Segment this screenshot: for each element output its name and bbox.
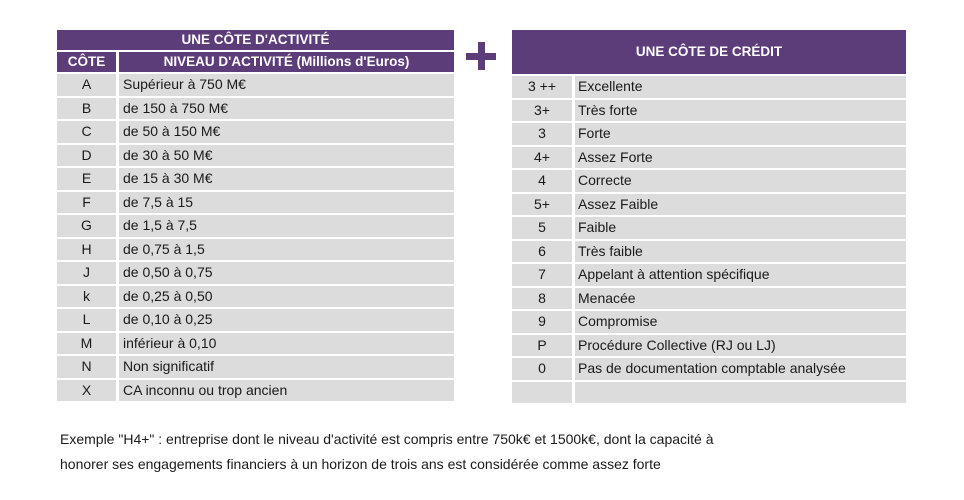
table-row bbox=[57, 145, 454, 167]
table-row bbox=[512, 241, 906, 263]
activity-level-cell: de 7,5 à 15 bbox=[119, 192, 454, 214]
activity-rating-table bbox=[57, 28, 454, 403]
table-row bbox=[512, 170, 906, 192]
credit-code-cell: 3 ++ bbox=[512, 76, 575, 98]
credit-code-cell: 7 bbox=[512, 264, 575, 286]
credit-label-cell bbox=[575, 382, 906, 404]
activity-level-cell: de 0,10 à 0,25 bbox=[119, 309, 454, 331]
activity-cote-cell: C bbox=[57, 121, 119, 143]
table-row bbox=[57, 380, 454, 402]
table-row bbox=[512, 358, 906, 380]
credit-code-cell: P bbox=[512, 335, 575, 357]
column-header-cote: CÔTE bbox=[57, 52, 119, 72]
activity-table-header-row bbox=[57, 52, 454, 72]
activity-level-cell: Non significatif bbox=[119, 356, 454, 378]
table-row bbox=[57, 262, 454, 284]
credit-code-cell: 6 bbox=[512, 241, 575, 263]
table-row bbox=[512, 123, 906, 145]
credit-code-cell: 4 bbox=[512, 170, 575, 192]
activity-cote-cell: M bbox=[57, 333, 119, 355]
table-row bbox=[512, 194, 906, 216]
activity-level-cell: de 1,5 à 7,5 bbox=[119, 215, 454, 237]
credit-label-cell: Excellente bbox=[575, 76, 906, 98]
credit-rating-table bbox=[512, 28, 906, 405]
activity-cote-cell: J bbox=[57, 262, 119, 284]
credit-label-cell: Assez Forte bbox=[575, 147, 906, 169]
activity-cote-cell: F bbox=[57, 192, 119, 214]
table-row bbox=[512, 147, 906, 169]
credit-label-cell: Correcte bbox=[575, 170, 906, 192]
credit-code-cell: 0 bbox=[512, 358, 575, 380]
credit-code-cell: 9 bbox=[512, 311, 575, 333]
credit-label-cell: Compromise bbox=[575, 311, 906, 333]
credit-label-cell: Pas de documentation comptable analysée bbox=[575, 358, 906, 380]
activity-level-cell: de 0,75 à 1,5 bbox=[119, 239, 454, 261]
activity-level-cell: de 0,50 à 0,75 bbox=[119, 262, 454, 284]
credit-label-cell: Assez Faible bbox=[575, 194, 906, 216]
activity-cote-cell: A bbox=[57, 74, 119, 96]
table-row bbox=[512, 76, 906, 98]
credit-label-cell: Forte bbox=[575, 123, 906, 145]
credit-code-cell bbox=[512, 382, 575, 404]
activity-cote-cell: k bbox=[57, 286, 119, 308]
table-row bbox=[512, 311, 906, 333]
table-row bbox=[512, 335, 906, 357]
table-row bbox=[57, 239, 454, 261]
activity-cote-cell: D bbox=[57, 145, 119, 167]
credit-code-cell: 5+ bbox=[512, 194, 575, 216]
activity-level-cell: de 30 à 50 M€ bbox=[119, 145, 454, 167]
activity-cote-cell: G bbox=[57, 215, 119, 237]
activity-cote-cell: X bbox=[57, 380, 119, 402]
credit-label-cell: Très forte bbox=[575, 100, 906, 122]
activity-cote-cell: L bbox=[57, 309, 119, 331]
table-row bbox=[512, 217, 906, 239]
activity-level-cell: de 50 à 150 M€ bbox=[119, 121, 454, 143]
credit-code-cell: 3+ bbox=[512, 100, 575, 122]
column-header-level: NIVEAU D'ACTIVITÉ (Millions d'Euros) bbox=[119, 52, 454, 72]
credit-label-cell: Très faible bbox=[575, 241, 906, 263]
activity-cote-cell: E bbox=[57, 168, 119, 190]
credit-code-cell: 8 bbox=[512, 288, 575, 310]
table-row bbox=[512, 382, 906, 404]
plus-icon bbox=[466, 42, 496, 70]
credit-label-cell: Faible bbox=[575, 217, 906, 239]
table-row bbox=[512, 288, 906, 310]
table-row bbox=[57, 168, 454, 190]
activity-cote-cell: H bbox=[57, 239, 119, 261]
credit-table-header-row bbox=[512, 30, 906, 74]
example-note bbox=[60, 427, 920, 477]
credit-label-cell: Appelant à attention spécifique bbox=[575, 264, 906, 286]
table-row bbox=[57, 215, 454, 237]
activity-level-cell: de 150 à 750 M€ bbox=[119, 98, 454, 120]
credit-label-cell: Procédure Collective (RJ ou LJ) bbox=[575, 335, 906, 357]
table-row bbox=[512, 264, 906, 286]
table-row bbox=[57, 192, 454, 214]
table-row bbox=[57, 333, 454, 355]
activity-table-title: UNE CÔTE D'ACTIVITÉ bbox=[57, 30, 454, 50]
activity-level-cell: Supérieur à 750 M€ bbox=[119, 74, 454, 96]
example-line-1: Exemple "H4+" : entreprise dont le niveau d'activité est compris entre 750k€ et 1500k€, dont la capacité à bbox=[60, 431, 714, 447]
table-row bbox=[57, 309, 454, 331]
activity-cote-cell: N bbox=[57, 356, 119, 378]
table-row bbox=[57, 286, 454, 308]
example-line-2: honorer ses engagements financiers à un horizon de trois ans est considérée comme assez forte bbox=[60, 456, 661, 472]
activity-level-cell: de 15 à 30 M€ bbox=[119, 168, 454, 190]
credit-table-title: UNE CÔTE DE CRÉDIT bbox=[512, 30, 906, 74]
table-row bbox=[57, 98, 454, 120]
activity-level-cell: de 0,25 à 0,50 bbox=[119, 286, 454, 308]
table-row bbox=[57, 74, 454, 96]
table-row bbox=[57, 356, 454, 378]
activity-level-cell: CA inconnu ou trop ancien bbox=[119, 380, 454, 402]
credit-code-cell: 3 bbox=[512, 123, 575, 145]
activity-cote-cell: B bbox=[57, 98, 119, 120]
table-row bbox=[57, 121, 454, 143]
activity-level-cell: inférieur à 0,10 bbox=[119, 333, 454, 355]
credit-code-cell: 5 bbox=[512, 217, 575, 239]
credit-code-cell: 4+ bbox=[512, 147, 575, 169]
table-row bbox=[512, 100, 906, 122]
activity-table-title-row bbox=[57, 30, 454, 50]
credit-label-cell: Menacée bbox=[575, 288, 906, 310]
